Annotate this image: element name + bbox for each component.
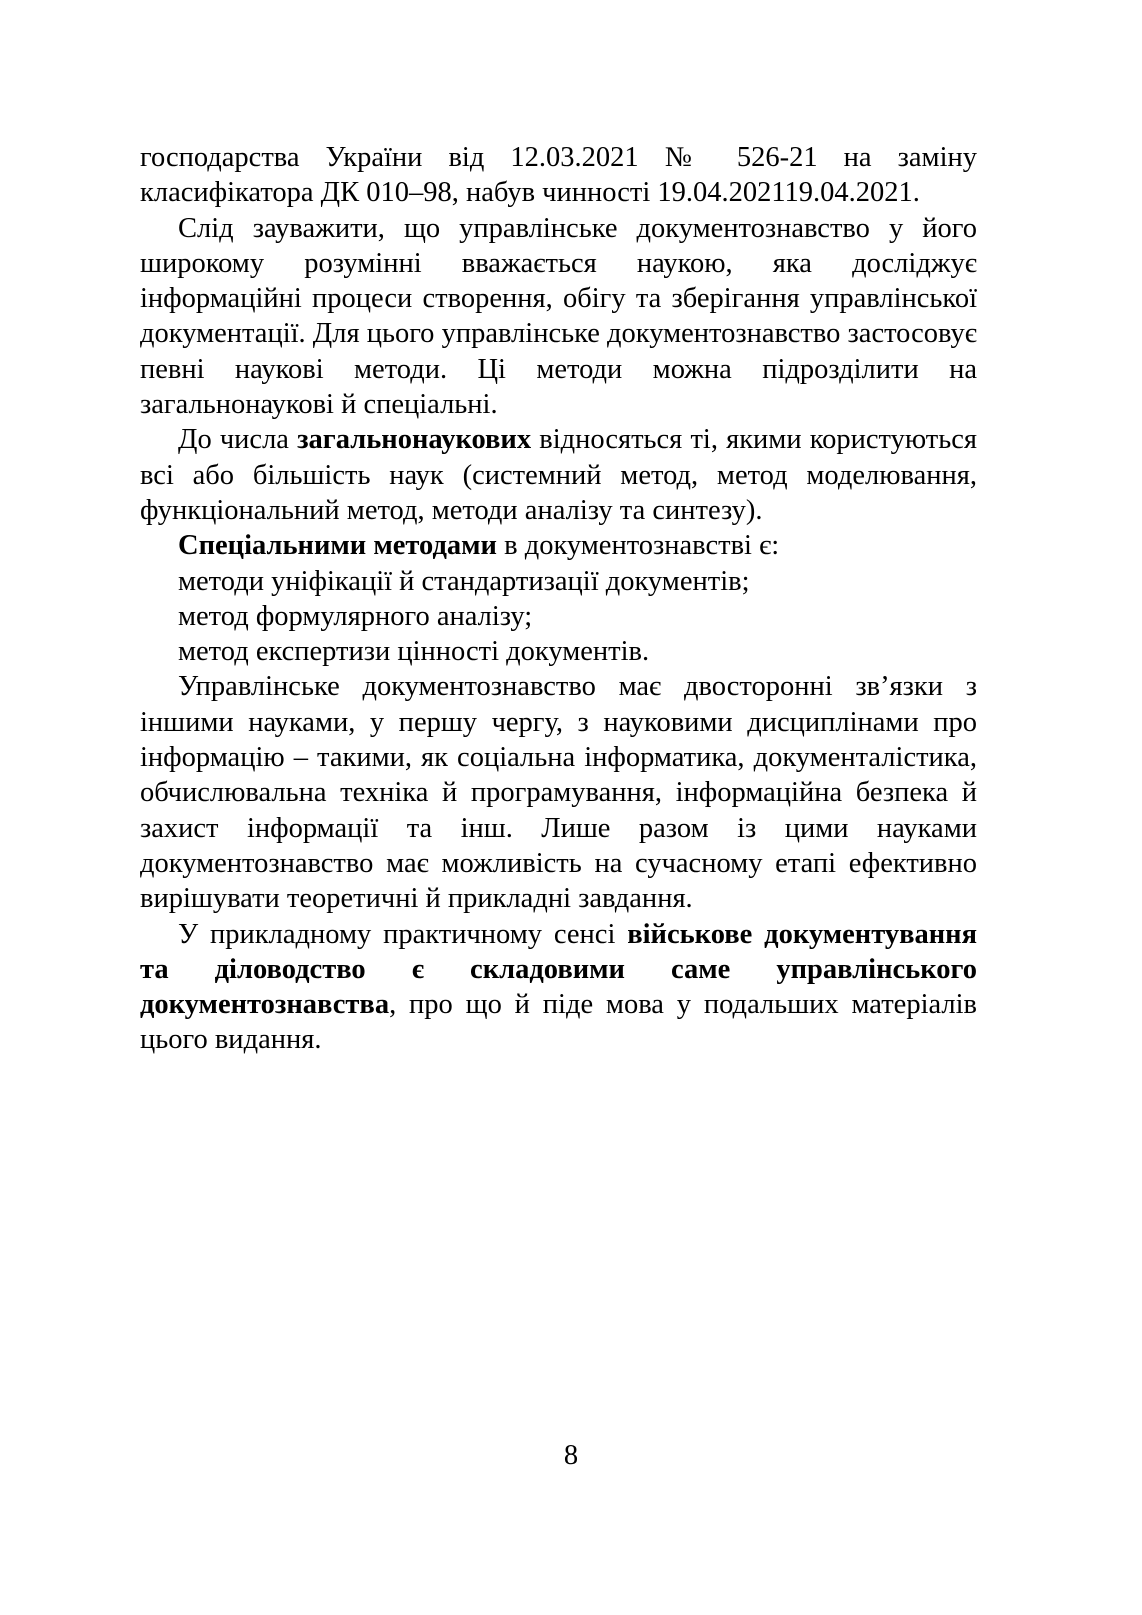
text-run: відносяться ті, якими користуються всі або більшість наук (системний метод, метод моделювання, функціональний метод, методи аналізу та синтезу). — [140, 424, 977, 526]
text-run: До числа — [178, 424, 298, 456]
list-item-formular-analysis — [140, 599, 977, 634]
text-run: в документознавстві є: — [496, 530, 780, 562]
text-run: Слід зауважити, що управлінське документознавство у його широкому розумінні вважається наукою, яка досліджує інформаційні процеси створення, обігу та зберігання управлінської документації. Для цього управлінське документознавство застосовує певні наукові методи. Ці методи можна підрозділити на загальнонаукові й спеціальні. — [140, 212, 977, 421]
paragraph-continued-opening — [140, 140, 977, 211]
paragraph-note-on-management-documentation — [140, 211, 977, 423]
paragraph-interdisciplinary-links — [140, 669, 977, 916]
text-run: методи уніфікації й стандартизації документів; — [178, 565, 750, 597]
text-run: У прикладному практичному сенсі — [178, 918, 628, 950]
document-text-body — [140, 140, 977, 1058]
text-run: метод експертизи цінності документів. — [178, 636, 650, 668]
text-run: Управлінське документознавство має двосторонні зв’язки з іншими науками, у першу чергу, з науковими дисциплінами про інформацію – такими, як соціальна інформатика, документалістика, обчислювальна техніка й програмування, інформаційна безпека й захист інформації та інш. Лише разом із цими науками документознавство має можливість на сучасному етапі ефективно вирішувати теоретичні й прикладні завдання. — [140, 671, 977, 915]
text-run-bold: загальнонаукових — [297, 424, 532, 456]
text-run-bold: Спеціальними методами — [178, 530, 497, 562]
list-item-value-expertise — [140, 634, 977, 669]
paragraph-special-methods-intro — [140, 528, 977, 563]
paragraph-applied-practical-sense — [140, 917, 977, 1058]
text-run: метод формулярного аналізу; — [178, 600, 533, 632]
page-number: 8 — [563, 1440, 579, 1471]
text-run: , про що й піде мова у подальших матеріалів цього видання. — [140, 989, 977, 1056]
text-run-bold: військове документування та діловодство є складовими саме управлінського документознавства — [140, 918, 977, 1021]
text-run: господарства України від 12.03.2021 № 526-21 на заміну класифікатора ДК 010–98, набув чинності 19.04.202119.04.2021. — [140, 142, 977, 209]
list-item-unification-standardization — [140, 564, 977, 599]
paragraph-general-scientific-methods — [140, 422, 977, 528]
